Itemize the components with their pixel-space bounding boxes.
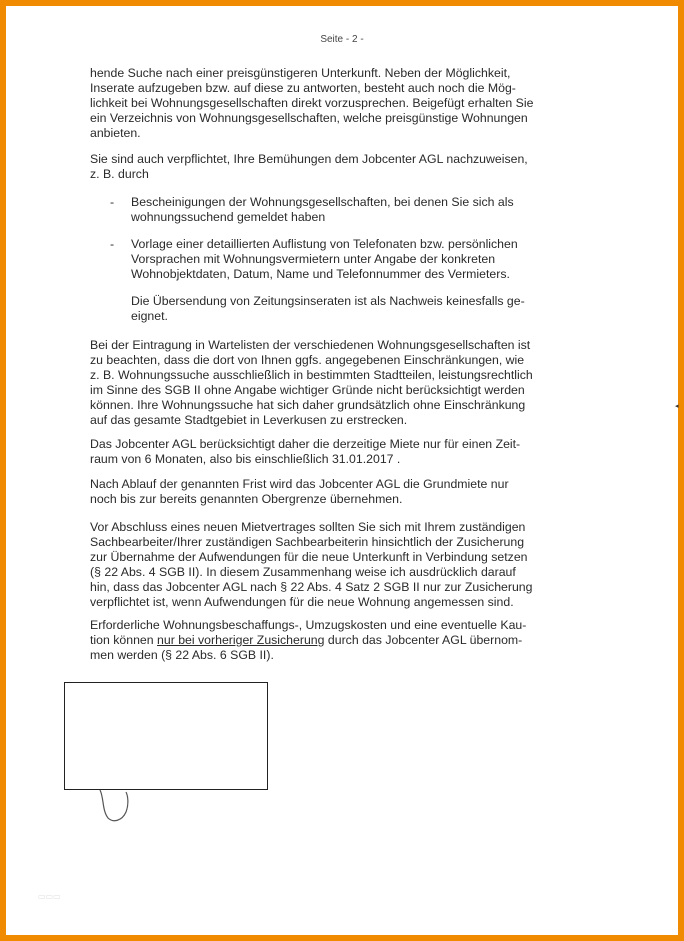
text-line: Sachbearbeiter/Ihrer zuständigen Sachbearbeiterin hinsichtlich der Zusicherung bbox=[90, 535, 525, 549]
edge-mark: ◂ bbox=[675, 403, 679, 410]
paragraph-after-deadline bbox=[90, 477, 509, 507]
text-line: Bei der Eintragung in Wartelisten der verschiedenen Wohnungsgesellschaften ist bbox=[90, 338, 531, 352]
text-line: zur Übernahme der Aufwendungen für die neue Unterkunft in Verbindung setzen bbox=[90, 550, 528, 564]
text-line: Wohnobjektdaten, Datum, Name und Telefonnummer des Vermieters. bbox=[131, 267, 510, 281]
text-segment: tion können bbox=[90, 633, 158, 647]
text-line: eignet. bbox=[131, 309, 168, 323]
bullet-marker: - bbox=[110, 237, 115, 251]
signature-mark bbox=[96, 788, 136, 824]
text-line: Nach Ablauf der genannten Frist wird das Jobcenter AGL die Grundmiete nur bbox=[90, 477, 509, 491]
text-line: verpflichtet ist, wenn Aufwendungen für die neue Wohnung angemessen sind. bbox=[90, 595, 514, 609]
paragraph-proof-obligation bbox=[90, 152, 528, 182]
text-line: ein Verzeichnis von Wohnungsgesellschaften, welche preisgünstige Wohnungen bbox=[90, 111, 528, 125]
text-line: hin, dass das Jobcenter AGL nach § 22 Abs. 4 Satz 2 SGB II nur zur Zusicherung bbox=[90, 580, 533, 594]
text-line: Das Jobcenter AGL berücksichtigt daher die derzeitige Miete nur für einen Zeit- bbox=[90, 437, 521, 451]
text-line: können. Ihre Wohnungssuche hat sich daher grundsätzlich ohne Einschränkung bbox=[90, 398, 526, 412]
note-newspaper-ads bbox=[131, 294, 525, 324]
bullet-certificates bbox=[131, 195, 514, 225]
text-line: Inserate aufzugeben bzw. auf diese zu antworten, besteht auch noch die Mög- bbox=[90, 81, 516, 95]
text-line: men werden (§ 22 Abs. 6 SGB II). bbox=[90, 648, 274, 662]
text-line: Bescheinigungen der Wohnungsgesellschaften, bei denen Sie sich als bbox=[131, 195, 514, 209]
bullet-marker: - bbox=[110, 195, 115, 209]
paragraph-rent-period bbox=[90, 437, 520, 467]
text-segment: durch das Jobcenter AGL übernom- bbox=[324, 633, 523, 647]
redacted-stamp-box bbox=[64, 682, 268, 790]
text-line: hende Suche nach einer preisgünstigeren Unterkunft. Neben der Möglichkeit, bbox=[90, 66, 511, 80]
text-line: (§ 22 Abs. 4 SGB II). In diesem Zusammenhang weise ich ausdrücklich darauf bbox=[90, 565, 516, 579]
text-line: Vor Abschluss eines neuen Mietvertrages sollten Sie sich mit Ihrem zuständigen bbox=[90, 520, 526, 534]
text-line: Die Übersendung von Zeitungsinseraten ist als Nachweis keinesfalls ge- bbox=[131, 294, 525, 308]
faint-scan-mark: ▭▭▭ bbox=[38, 892, 61, 901]
text-line: anbieten. bbox=[90, 126, 141, 140]
text-line: auf das gesamte Stadtgebiet in Leverkusen zu erstrecken. bbox=[90, 413, 408, 427]
bullet-phone-log bbox=[131, 237, 518, 282]
text-line: Erforderliche Wohnungsbeschaffungs-, Umzugskosten und eine eventuelle Kau- bbox=[90, 618, 527, 632]
text-line: zu beachten, dass die dort von Ihnen ggfs. angegebenen Einschränkungen, wie bbox=[90, 353, 525, 367]
paragraph-waiting-lists bbox=[90, 338, 533, 428]
text-line: Vorsprachen mit Wohnungsvermietern unter Angabe der konkreten bbox=[131, 252, 496, 266]
text-line: lichkeit bei Wohnungsgesellschaften direkt vorzusprechen. Beigefügt erhalten Sie bbox=[90, 96, 534, 110]
page-number: Seite - 2 - bbox=[320, 34, 364, 45]
text-line: Sie sind auch verpflichtet, Ihre Bemühungen dem Jobcenter AGL nachzuweisen, bbox=[90, 152, 528, 166]
underlined-condition: nur bei vorheriger Zusicherung bbox=[157, 633, 325, 647]
text-line: raum von 6 Monaten, also bis einschließlich 31.01.2017 . bbox=[90, 452, 401, 466]
text-line: z. B. durch bbox=[90, 167, 149, 181]
text-line bbox=[90, 633, 526, 648]
text-line: Vorlage einer detaillierten Auflistung von Telefonaten bzw. persönlichen bbox=[131, 237, 518, 251]
text-line: im Sinne des SGB II ohne Angabe wichtiger Gründe nicht berücksichtigt werden bbox=[90, 383, 525, 397]
paragraph-moving-costs bbox=[90, 618, 526, 663]
text-line: wohnungssuchend gemeldet haben bbox=[131, 210, 326, 224]
paragraph-housing-search bbox=[90, 66, 533, 141]
paragraph-new-lease bbox=[90, 520, 532, 610]
text-line: z. B. Wohnungssuche ausschließlich in bestimmten Stadtteilen, leistungsrechtlich bbox=[90, 368, 533, 382]
text-line: noch bis zur bereits genannten Obergrenze übernehmen. bbox=[90, 492, 403, 506]
